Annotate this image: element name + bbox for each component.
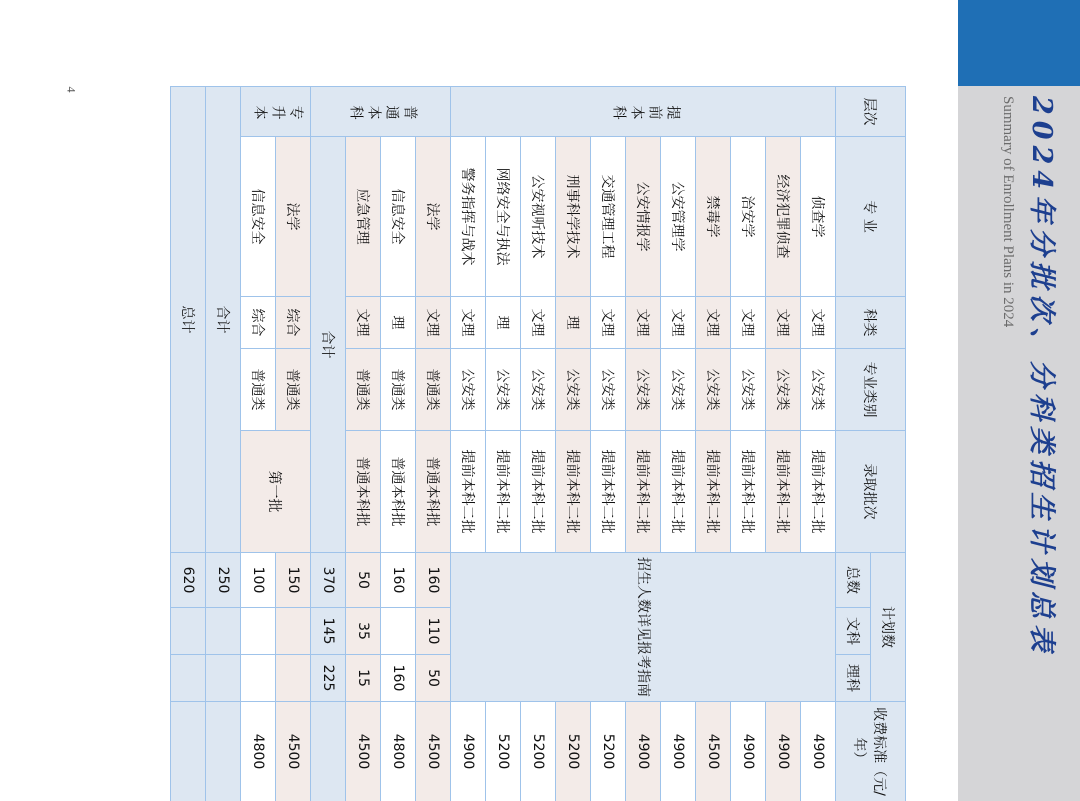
cell-major: 法学: [416, 137, 451, 297]
cell-batch: 普通本科批: [346, 431, 381, 553]
cell-subject: 综合: [241, 297, 276, 349]
cell-category: 公安类: [731, 349, 766, 431]
cell-batch: 提前本科二批: [801, 431, 836, 553]
enrollment-table: [170, 86, 906, 801]
title-chinese: 2024年分批次、分科类招生计划总表: [1026, 96, 1057, 658]
cell-fee: 5200: [486, 702, 521, 801]
cell-subject: 文理: [521, 297, 556, 349]
cell-batch: 提前本科二批: [696, 431, 731, 553]
cell-fee: 4500: [416, 702, 451, 801]
table-row: [276, 87, 311, 801]
cell-fee: 4900: [731, 702, 766, 801]
cell-major: 信息安全: [381, 137, 416, 297]
cell-subject: 理: [486, 297, 521, 349]
cell-subject: 文理: [416, 297, 451, 349]
cell-total: 150: [276, 553, 311, 608]
cell-total: 160: [416, 553, 451, 608]
cell-major: 公安情报学: [626, 137, 661, 297]
side-title-wrap: [940, 96, 1070, 658]
cell-batch: 提前本科二批: [451, 431, 486, 553]
cell-batch: 普通本科批: [381, 431, 416, 553]
cell-total: 50: [346, 553, 381, 608]
regular-subtotal-science: 225: [311, 655, 346, 702]
subtotal-row: [311, 87, 346, 801]
cell-subject: 文理: [451, 297, 486, 349]
cell-major: 交通管理工程: [591, 137, 626, 297]
cell-arts: [241, 608, 276, 655]
cell-fee: 4800: [241, 702, 276, 801]
cell-batch: 普通本科批: [416, 431, 451, 553]
cell-batch: 提前本科二批: [731, 431, 766, 553]
cell-fee: 4500: [346, 702, 381, 801]
cell-arts: [276, 608, 311, 655]
cell-batch: 提前本科二批: [661, 431, 696, 553]
header-fee: 收费标准（元/年）: [836, 702, 906, 801]
cell-subject: 文理: [696, 297, 731, 349]
cell-subject: 文理: [591, 297, 626, 349]
table-row: [381, 87, 416, 801]
cell-category: 公安类: [801, 349, 836, 431]
regular-subtotal-fee: [311, 702, 346, 801]
cell-batch: 提前本科二批: [626, 431, 661, 553]
header-science: 理科: [836, 655, 871, 702]
cell-major: 法学: [276, 137, 311, 297]
cell-fee: 5200: [521, 702, 556, 801]
grand-total-row: [171, 87, 206, 801]
cell-category: 普通类: [241, 349, 276, 431]
cell-batch: 提前本科二批: [766, 431, 801, 553]
level-regular: [311, 87, 451, 137]
cell-subject: 综合: [276, 297, 311, 349]
header-arts: 文科: [836, 608, 871, 655]
cell-category: 公安类: [556, 349, 591, 431]
cell-subject: 理: [381, 297, 416, 349]
side-title: [998, 96, 1058, 656]
cell-arts: 35: [346, 608, 381, 655]
cell-category: 公安类: [591, 349, 626, 431]
level-regular-label: 普通本科: [346, 103, 419, 120]
cell-major: 网络安全与执法: [486, 137, 521, 297]
cell-fee: 4500: [276, 702, 311, 801]
cell-fee: 4900: [661, 702, 696, 801]
cell-category: 普通类: [346, 349, 381, 431]
side-accent-block: [958, 0, 1080, 86]
header-batch: 录取批次: [836, 431, 906, 553]
cell-category: 公安类: [766, 349, 801, 431]
enrollment-table-stage: [168, 86, 906, 801]
subtotal-row: [206, 87, 241, 801]
level-early: [451, 87, 836, 137]
cell-major: 公安视听技术: [521, 137, 556, 297]
cell-fee: 5200: [556, 702, 591, 801]
regular-subtotal-label: 合计: [311, 137, 346, 553]
cell-major: 禁毒学: [696, 137, 731, 297]
upgrade-subtotal-fee: [206, 702, 241, 801]
cell-arts: 110: [416, 608, 451, 655]
cell-major: 经济犯罪侦查: [766, 137, 801, 297]
cell-subject: 文理: [801, 297, 836, 349]
cell-subject: 文理: [626, 297, 661, 349]
cell-fee: 4900: [626, 702, 661, 801]
cell-major: 刑事科学技术: [556, 137, 591, 297]
grand-total-label: 总计: [171, 87, 206, 553]
grand-total-value: 620: [171, 553, 206, 608]
upgrade-subtotal-arts: [206, 608, 241, 655]
cell-total: 160: [381, 553, 416, 608]
cell-science: 160: [381, 655, 416, 702]
table-row: [346, 87, 381, 801]
header-plan: 计划数: [871, 553, 906, 702]
cell-category: 普通类: [381, 349, 416, 431]
cell-batch: 提前本科二批: [486, 431, 521, 553]
cell-science: [276, 655, 311, 702]
regular-subtotal-total: 370: [311, 553, 346, 608]
cell-fee: 5200: [591, 702, 626, 801]
grand-total-science: [171, 655, 206, 702]
cell-science: [241, 655, 276, 702]
cell-subject: 文理: [346, 297, 381, 349]
cell-fee: 4800: [381, 702, 416, 801]
header-subject: 科类: [836, 297, 906, 349]
upgrade-subtotal-label: 合计: [206, 87, 241, 553]
page-number: 4: [64, 86, 79, 93]
grand-total-fee: [171, 702, 206, 801]
cell-fee: 4900: [451, 702, 486, 801]
level-upgrade: [241, 87, 311, 137]
cell-major: 治安学: [731, 137, 766, 297]
cell-major: 公安管理学: [661, 137, 696, 297]
header-major: 专 业: [836, 137, 906, 297]
table-row: [801, 87, 836, 801]
cell-subject: 理: [556, 297, 591, 349]
cell-batch: 第一批: [241, 431, 311, 553]
cell-category: 公安类: [661, 349, 696, 431]
upgrade-subtotal-total: 250: [206, 553, 241, 608]
early-note: 招生人数详见报考指南: [451, 553, 836, 702]
cell-total: 100: [241, 553, 276, 608]
level-early-label: 提前本科: [609, 103, 681, 120]
cell-fee: 4500: [696, 702, 731, 801]
cell-category: 普通类: [416, 349, 451, 431]
header-total: 总数: [836, 553, 871, 608]
title-english: Summary of Enrollment Plans in 2024: [1000, 96, 1016, 328]
header-category: 专业类别: [836, 349, 906, 431]
level-upgrade-label: 专升本: [250, 103, 305, 120]
table-row: [416, 87, 451, 801]
cell-batch: 提前本科二批: [556, 431, 591, 553]
cell-subject: 文理: [731, 297, 766, 349]
cell-batch: 提前本科二批: [591, 431, 626, 553]
grand-total-arts: [171, 608, 206, 655]
cell-major: 信息安全: [241, 137, 276, 297]
cell-category: 公安类: [626, 349, 661, 431]
cell-subject: 文理: [661, 297, 696, 349]
upgrade-subtotal-science: [206, 655, 241, 702]
cell-fee: 4900: [801, 702, 836, 801]
regular-subtotal-arts: 145: [311, 608, 346, 655]
cell-category: 公安类: [521, 349, 556, 431]
enrollment-table-rotated: [168, 86, 906, 801]
cell-science: 50: [416, 655, 451, 702]
cell-category: 公安类: [451, 349, 486, 431]
cell-science: 15: [346, 655, 381, 702]
cell-arts: [381, 608, 416, 655]
cell-category: 公安类: [486, 349, 521, 431]
header-level: 层次: [836, 87, 906, 137]
header-row-1: [871, 87, 906, 801]
cell-major: 应急管理: [346, 137, 381, 297]
cell-fee: 4900: [766, 702, 801, 801]
cell-subject: 文理: [766, 297, 801, 349]
cell-major: 侦查学: [801, 137, 836, 297]
cell-major: 警务指挥与战术: [451, 137, 486, 297]
cell-category: 普通类: [276, 349, 311, 431]
cell-batch: 提前本科二批: [521, 431, 556, 553]
cell-category: 公安类: [696, 349, 731, 431]
